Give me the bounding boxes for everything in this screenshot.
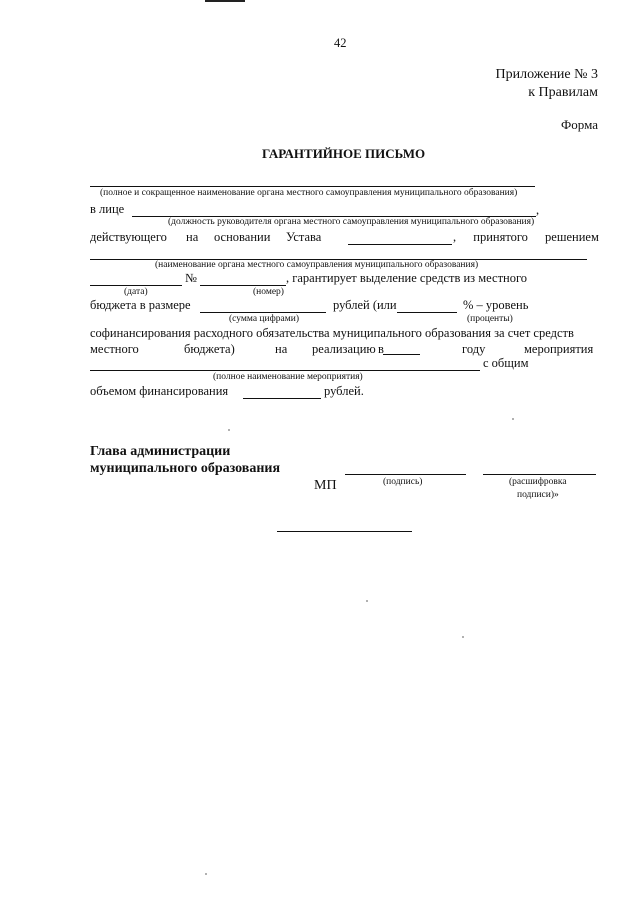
decoding-blank [483,474,596,475]
caption-date: (дата) [124,287,148,297]
year-text: году [462,342,486,356]
percent-blank [397,312,457,313]
scan-mark [205,0,245,2]
signature-blank [345,474,466,475]
form-label: Форма [561,117,598,132]
closing-rule [277,531,412,532]
rubles-end-text: рублей. [324,384,364,398]
rubles-or-text: рублей (или [333,298,397,312]
caption-head-position: (должность руководителя органа местного самоуправления муниципального образования) [168,217,535,227]
caption-decoding-2: подписи)» [517,490,559,500]
stamp-label: МП [314,478,337,493]
year-blank [383,354,420,355]
level-text: % – уровень [463,298,529,312]
scan-speck [228,429,230,431]
date-blank [90,285,182,286]
acting-word-2: на [186,230,199,244]
head-title-line-2: муниципального образования [90,461,281,476]
sum-blank [200,312,326,313]
with-total-text: с общим [483,356,529,370]
in-person-label: в лице [90,202,125,216]
caption-org-name: (полное и сокращенное наименование органа местного самоуправления муниципального образования) [100,188,518,198]
scan-speck [366,600,368,602]
page-number: 42 [334,36,347,50]
number-blank [200,285,286,286]
budget-amount-label: бюджета в размере [90,298,191,312]
cofinancing-text: софинансирования расходного обязательства муниципального образования за счет средств [90,326,574,340]
comma-text: , [536,203,540,217]
acting-word-3: основании [214,230,271,244]
scan-speck [462,636,464,638]
caption-signature: (подпись) [383,477,423,487]
adopted-text: , принятого решением [453,230,599,244]
funding-blank [243,398,321,399]
local-word-3: на [275,342,288,356]
caption-org-name2: (наименование органа местного самоуправления муниципального образования) [155,260,479,270]
caption-event-name: (полное наименование мероприятия) [213,372,363,382]
local-word-4: реализацию [312,342,376,356]
org-name-blank [90,186,535,187]
head-title-line-1: Глава администрации [90,444,231,459]
guarantee-text: , гарантирует выделение средств из местного [286,271,528,285]
caption-sum: (сумма цифрами) [229,314,299,324]
caption-decoding-1: (расшифровка [509,477,567,487]
events-text: мероприятия [524,342,594,356]
local-word-2: бюджета) [184,342,235,356]
event-name-blank [90,370,480,371]
local-word-5: в [378,342,384,356]
document-title: ГАРАНТИЙНОЕ ПИСЬМО [262,146,426,161]
caption-number: (номер) [253,287,284,297]
acting-word-1: действующего [90,230,167,244]
scan-speck [512,418,514,420]
appendix-line-2: к Правилам [528,85,598,100]
caption-percent: (проценты) [467,314,513,324]
appendix-line-1: Приложение № 3 [495,67,598,82]
scan-speck [205,873,207,875]
charter-blank [348,244,452,245]
local-word-1: местного [90,342,139,356]
acting-word-4: Устава [286,230,322,244]
funding-volume-label: объемом финансирования [90,384,229,398]
number-sign: № [185,271,197,285]
appendix-block [496,66,599,102]
